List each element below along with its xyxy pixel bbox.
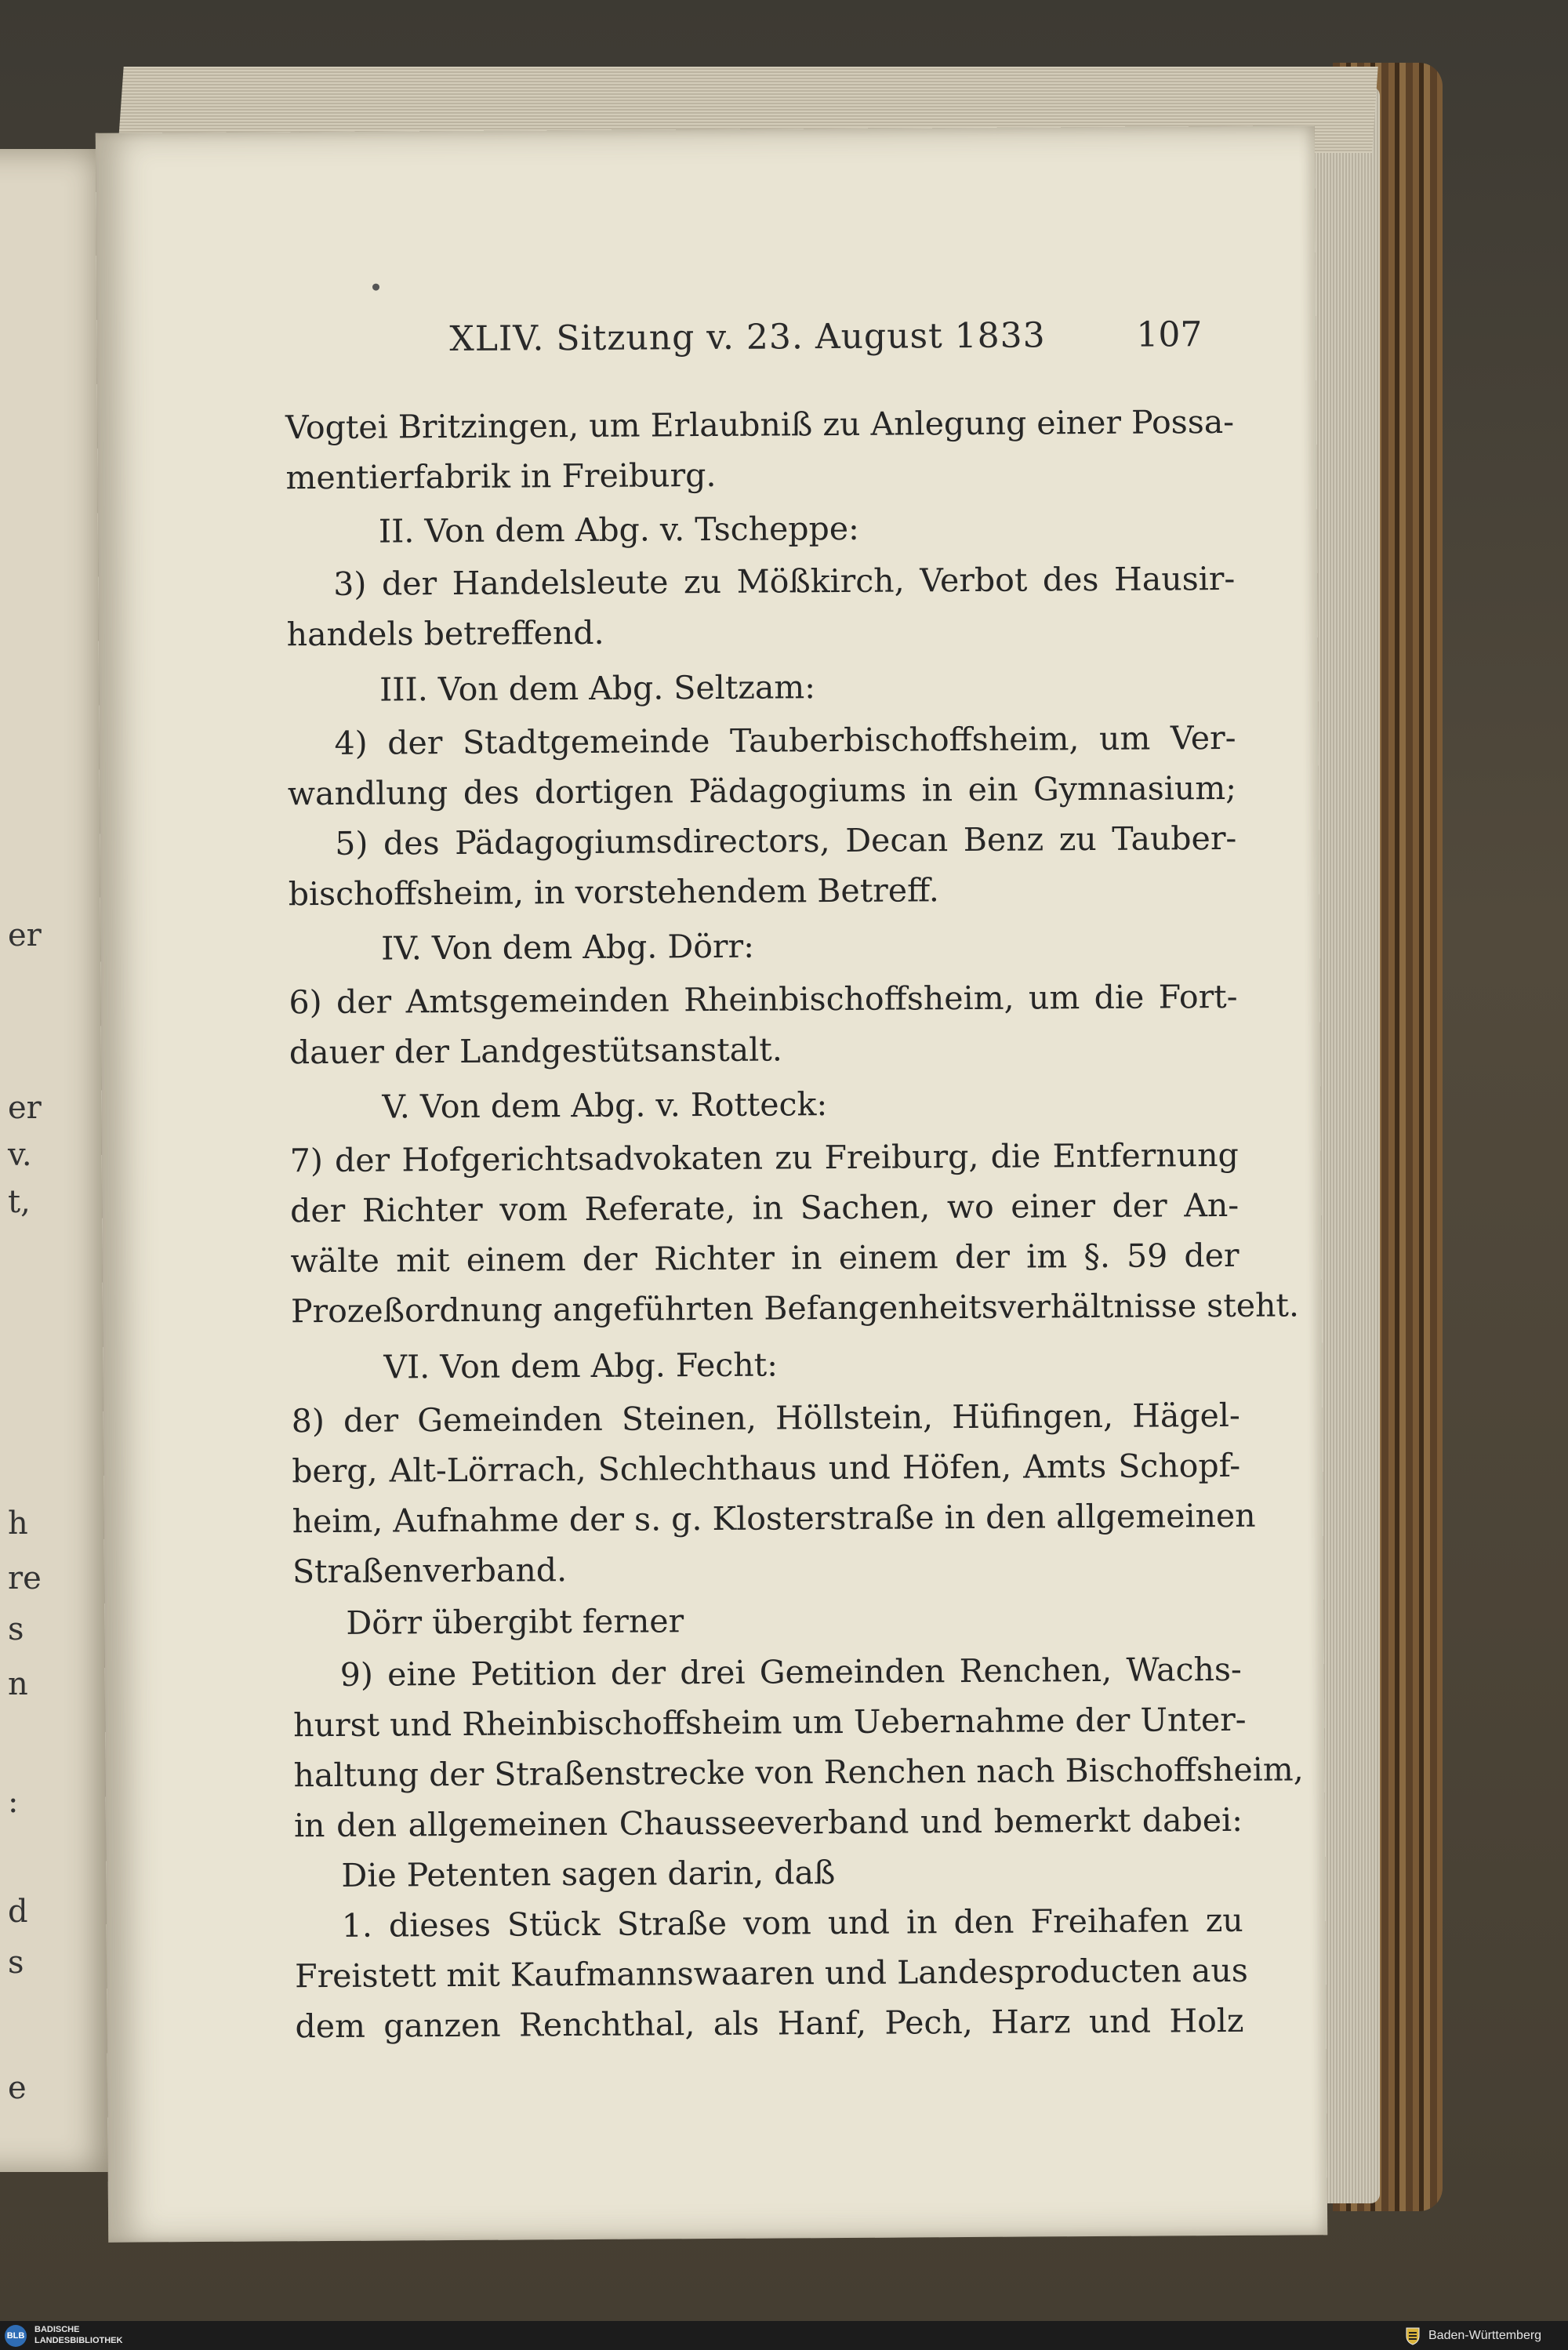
section-heading: II. Von dem Abg. v. Tscheppe: <box>378 509 860 550</box>
text-line: Prozeßordnung angeführten Befangenheitsverhältnisse steht. <box>290 1286 1300 1331</box>
left-page-fragment: s <box>8 1611 24 1647</box>
left-page-fragment: t, <box>8 1184 31 1220</box>
left-page-fragment: re <box>8 1560 42 1596</box>
text-line: dem ganzen Renchthal, als Hanf, Pech, Harz und Holz <box>295 2001 1244 2046</box>
left-page-fragment: v. <box>8 1137 32 1173</box>
text-line: der Richter vom Referate, in Sachen, wo einer der An- <box>290 1186 1240 1230</box>
book-page <box>96 125 1327 2242</box>
text-line: bischoffsheim, in vorstehendem Betreff. <box>288 871 939 913</box>
left-page-fragment: er <box>8 917 42 953</box>
text-line: Freistett mit Kaufmannswaaren und Landesproducten aus <box>295 1951 1249 1996</box>
text-line: haltung der Straßenstrecke von Renchen nach Bischoffsheim, <box>293 1750 1304 1795</box>
library-name <box>34 2324 122 2346</box>
coat-of-arms-icon <box>1405 2326 1421 2345</box>
text-line: berg, Alt-Lörrach, Schlechthaus und Höfen, Amts Schopf- <box>292 1446 1241 1491</box>
text-line: dauer der Landgestütsanstalt. <box>289 1030 782 1072</box>
section-heading: VI. Von dem Abg. Fecht: <box>383 1346 779 1386</box>
text-line: 7) der Hofgerichtsadvokaten zu Freiburg, die Entfernung <box>289 1135 1239 1180</box>
text-line: Vogtei Britzingen, um Erlaubniß zu Anlegung einer Possa- <box>285 402 1235 447</box>
left-page-fragment: : <box>8 1784 19 1820</box>
header-title: XLIV. Sitzung v. 23. August 1833 <box>449 315 1046 360</box>
left-page-fragment: er <box>8 1090 42 1126</box>
text-line: mentierfabrik in Freiburg. <box>285 456 717 497</box>
section-heading: IV. Von dem Abg. Dörr: <box>381 927 755 968</box>
section-heading: V. Von dem Abg. v. Rotteck: <box>382 1085 828 1126</box>
text-line: Dörr übergibt ferner <box>346 1602 684 1642</box>
state-name: Baden-Württemberg <box>1428 2329 1542 2342</box>
left-page-fragment: n <box>8 1666 28 1702</box>
ink-dot <box>372 284 379 291</box>
text-line: 8) der Gemeinden Steinen, Höllstein, Hüfingen, Hägel- <box>291 1396 1240 1440</box>
text-line: in den allgemeinen Chausseeverband und bemerkt dabei: <box>293 1800 1243 1845</box>
running-header <box>355 314 1202 367</box>
text-line: heim, Aufnahme der s. g. Klosterstraße in den allgemeinen <box>292 1496 1256 1541</box>
text-line: 4) der Stadtgemeinde Tauberbischoffsheim, um Ver- <box>334 718 1236 762</box>
left-page-fragment: h <box>8 1506 28 1542</box>
text-line: 5) des Pädagogiumsdirectors, Decan Benz zu Tauber- <box>335 819 1237 863</box>
text-line: 1. dieses Stück Straße vom und in den Freihafen zu <box>341 1901 1243 1945</box>
left-page-fragment: e <box>8 2070 27 2106</box>
text-line: handels betreffend. <box>286 613 604 654</box>
text-line: 3) der Handelsleute zu Mößkirch, Verbot des Hausir- <box>333 559 1236 603</box>
text-line: hurst und Rheinbischoffsheim um Uebernahme der Unter- <box>293 1700 1247 1745</box>
text-line: Die Petenten sagen darin, daß <box>341 1854 836 1894</box>
text-line: 6) der Amtsgemeinden Rheinbischoffsheim, um die Fort- <box>289 977 1238 1022</box>
library-name-line-2: LANDESBIBLIOTHEK <box>34 2336 123 2345</box>
text-line: Straßenverband. <box>292 1551 568 1591</box>
footer-bar <box>0 2321 1568 2350</box>
library-name-line-1: BADISCHE <box>34 2325 80 2334</box>
text-line: 9) eine Petition der drei Gemeinden Renchen, Wachs- <box>339 1650 1242 1694</box>
section-heading: III. Von dem Abg. Seltzam: <box>379 668 816 709</box>
left-page-fragment: s <box>8 1945 24 1981</box>
text-line: wandlung des dortigen Pädagogiums in ein Gymnasium; <box>287 768 1237 813</box>
blb-logo-icon: BLB <box>5 2325 27 2347</box>
text-line: wälte mit einem der Richter in einem der im §. 59 der <box>290 1236 1240 1280</box>
page-number: 107 <box>1136 314 1203 355</box>
left-page-fragment: d <box>8 1894 28 1930</box>
